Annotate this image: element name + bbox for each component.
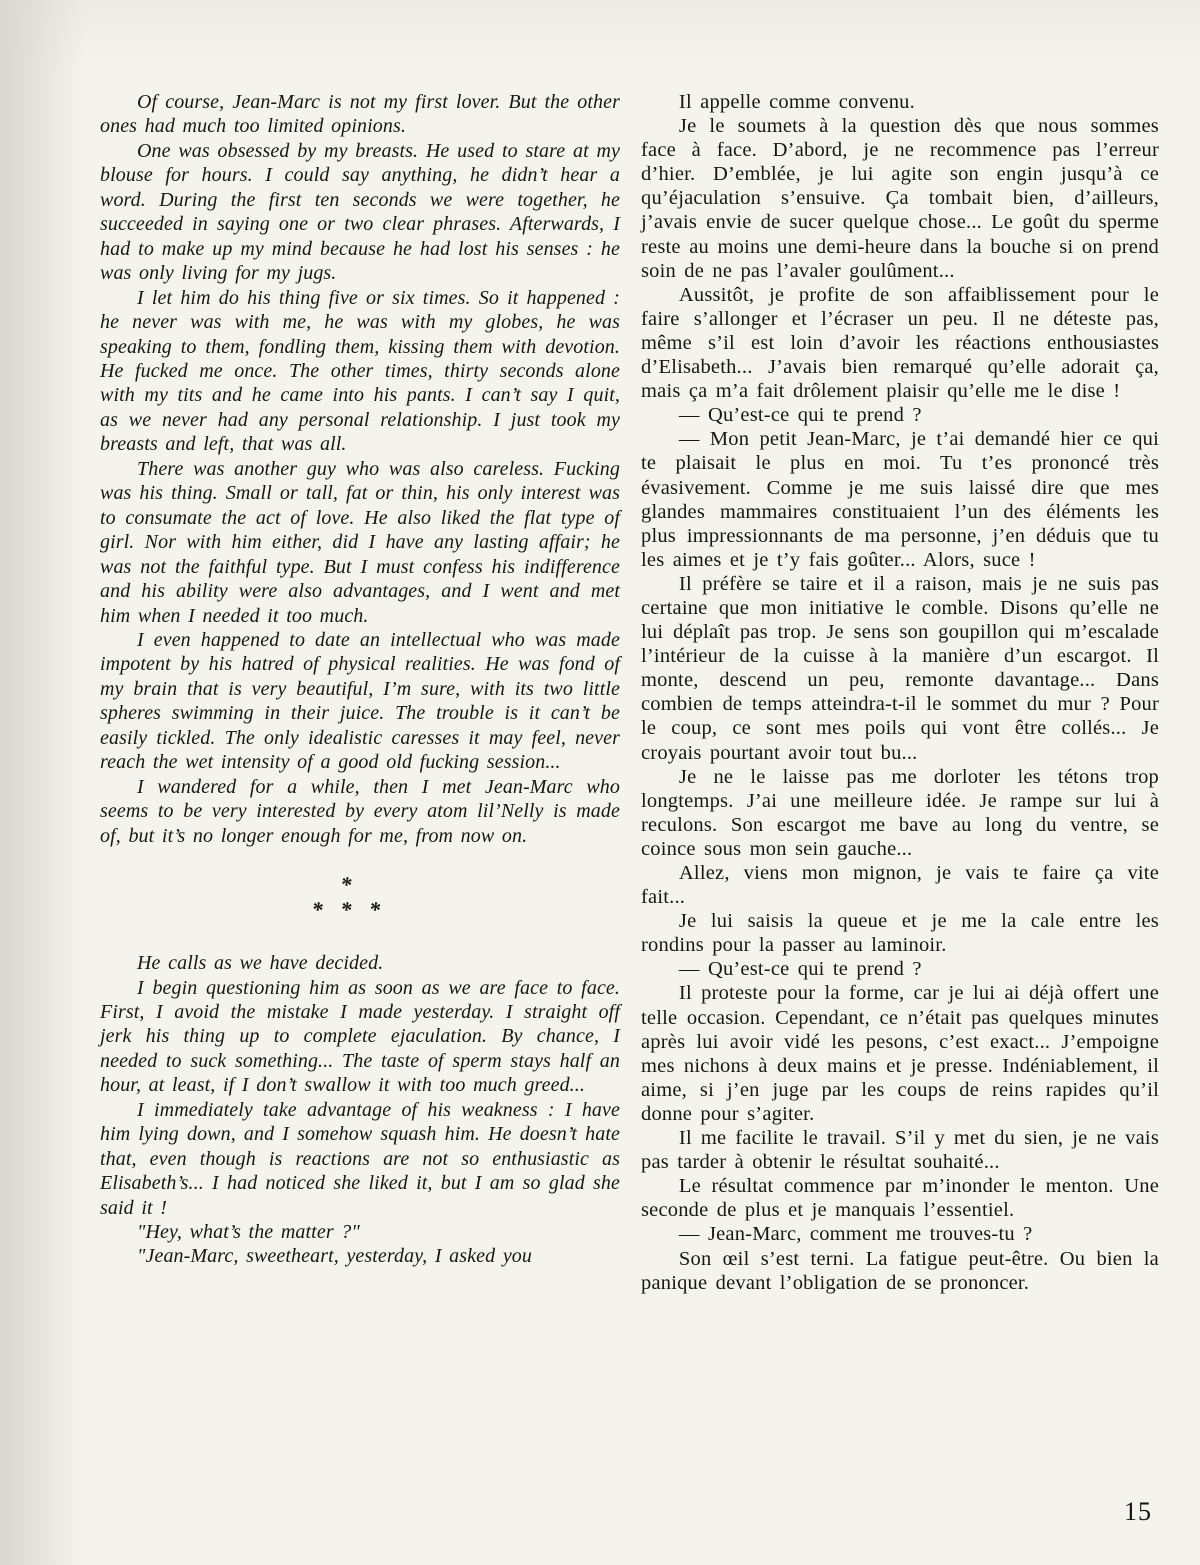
paragraph: — Mon petit Jean-Marc, je t’ai demandé hier ce qui te plaisait le plus en moi. Tu t’es prononcé très évasivement. Comme je me suis laissé dire que mes glandes mammaires constituaient l’un des éléments les plus impressionnants de ma personne, j’en déduis que tu les aimes et je t’y fais goûter... Alors, suce ! <box>641 428 1159 571</box>
paragraph: "Jean-Marc, sweetheart, yesterday, I asked you <box>137 1245 532 1268</box>
right-column-french <box>641 90 1159 1295</box>
section-break <box>86 874 606 924</box>
paragraph: I begin questioning him as soon as we are face to face. First, I avoid the mistake I made yesterday. I straight off jerk his thing up to complete ejaculation. By chance, I needed to suck something... The taste of sperm stays half an hour, at least, if I don’t swallow it with too much greed... <box>100 976 620 1097</box>
asterisk-row-top: * <box>340 872 352 898</box>
asterisk-row-bottom: * * * <box>311 897 381 923</box>
paragraph: — Jean-Marc, comment me trouves-tu ? <box>678 1223 1033 1246</box>
paragraph: Il proteste pour la forme, car je lui ai déjà offert une telle occasion. Cependant, ce n’était pas quelques minutes après lui avoir vidé les pesons, c’est exact... J’empoigne mes nichons à deux mains et je presse. Indéniablement, il aime, si j’en juge par les coups de reins rapides qu’il donne pour s’agiter. <box>641 982 1159 1125</box>
paragraph: Le résultat commence par m’inonder le menton. Une seconde de plus et je manquais l’essentiel. <box>641 1175 1159 1222</box>
paragraph: There was another guy who was also careless. Fucking was his thing. Small or tall, fat or thin, his only interest was to consumate the act of love. He also liked the flat type of girl. Nor with him either, did I have any lasting affair; he was not the faithful type. But I must confess his indifference and his ability were also advantages, and I went and met him when I needed it too much. <box>100 457 620 627</box>
paragraph: — Qu’est-ce qui te prend ? <box>678 958 922 981</box>
page-number: 15 <box>1124 1497 1152 1526</box>
paragraph: Aussitôt, je profite de son affaiblissement pour le faire s’allonger et l’écraser un peu. Il ne déteste pas, même s’il est loin d’avoir les réactions enthousiastes d’Elisabeth... J’avais bien remarqué qu’elle adorait ça, mais ça m’a fait drôlement plaisir qu’elle me le dise ! <box>641 283 1159 403</box>
left-column-english <box>100 90 620 1269</box>
paragraph: — Qu’est-ce qui te prend ? <box>678 404 922 427</box>
paragraph: Of course, Jean-Marc is not my first lover. But the other ones had much too limited opinions. <box>100 91 620 138</box>
paragraph: I let him do his thing five or six times. So it happened : he never was with me, he was with my globes, he was speaking to them, fondling them, kissing them with devotion. He fucked me once. The other times, thirty seconds alone with my tits and he came into his pants. I can’t say I quit, as we never had any personal relationship. I just took my breasts and left, that was all. <box>100 286 620 456</box>
paragraph: "Hey, what’s the matter ?" <box>137 1221 360 1244</box>
paragraph: One was obsessed by my breasts. He used to stare at my blouse for hours. I could say anything, he didn’t hear a word. During the first ten seconds we were together, he succeeded in saying one or two clear phrases. Afterwards, I had to make up my mind because he had lost his senses : he was only living for my jugs. <box>100 139 620 285</box>
left-column-part-1 <box>100 90 620 848</box>
paragraph: Je lui saisis la queue et je me la cale entre les rondins pour la passer au laminoir. <box>641 910 1159 957</box>
paragraph: Son œil s’est terni. La fatigue peut-être. Ou bien la panique devant l’obligation de se prononcer. <box>641 1247 1159 1294</box>
paragraph: I even happened to date an intellectual who was made impotent by his hatred of physical realities. He was fond of my brain that is very beautiful, I’m sure, with its two little spheres swimming in their juice. The trouble is it can’t be easily tickled. The only idealistic caresses it may feel, never reach the wet intensity of a good old fucking session... <box>100 628 620 774</box>
paragraph: Je ne le laisse pas me dorloter les tétons trop longtemps. J’ai une meilleure idée. Je rampe sur lui à reculons. Son escargot me bave au long du ventre, se coince sous mon sein gauche... <box>641 765 1159 860</box>
paragraph: He calls as we have decided. <box>137 952 384 975</box>
paragraph: Il préfère se taire et il a raison, mais je ne suis pas certaine que mon initiative le comble. Disons qu’elle ne lui déplaît pas trop. Je sens son goupillon qui m’escalade l’intérieur de la cuisse à la manière d’un escargot. Il monte, descend un peu, remonte davantage... Dans combien de temps atteindra-t-il le sommet du mur ? Pour le coup, ce sont mes poils qui vont être collés... Je croyais pourtant avoir tout bu... <box>641 572 1159 764</box>
paragraph: Il me facilite le travail. S’il y met du sien, je ne vais pas tarder à obtenir le résultat souhaité... <box>641 1127 1159 1174</box>
paragraph: Allez, viens mon mignon, je vais te faire ça vite fait... <box>641 862 1159 909</box>
paragraph: I wandered for a while, then I met Jean-Marc who seems to be very interested by every atom lil’Nelly is made of, but it’s no longer enough for me, from now on. <box>100 775 620 847</box>
paragraph: I immediately take advantage of his weakness : I have him lying down, and I somehow squash him. He doesn’t hate that, even though is reactions are not so enthusiastic as Elisabeth’s... I had noticed she liked it, but I am so glad she said it ! <box>100 1098 620 1219</box>
left-column-part-2 <box>100 951 620 1269</box>
paragraph: Il appelle comme convenu. <box>678 91 915 113</box>
paragraph: Je le soumets à la question dès que nous sommes face à face. D’abord, je ne recommence pas l’erreur d’hier. D’emblée, je lui agite son engin jusqu’à ce qu’éjaculation s’ensuive. Ça tombait bien, d’ailleurs, j’avais envie de sucer quelque chose... Le goût du sperme reste au moins une demi-heure dans la bouche si on prend soin de ne pas l’avaler goulûment... <box>641 115 1159 282</box>
